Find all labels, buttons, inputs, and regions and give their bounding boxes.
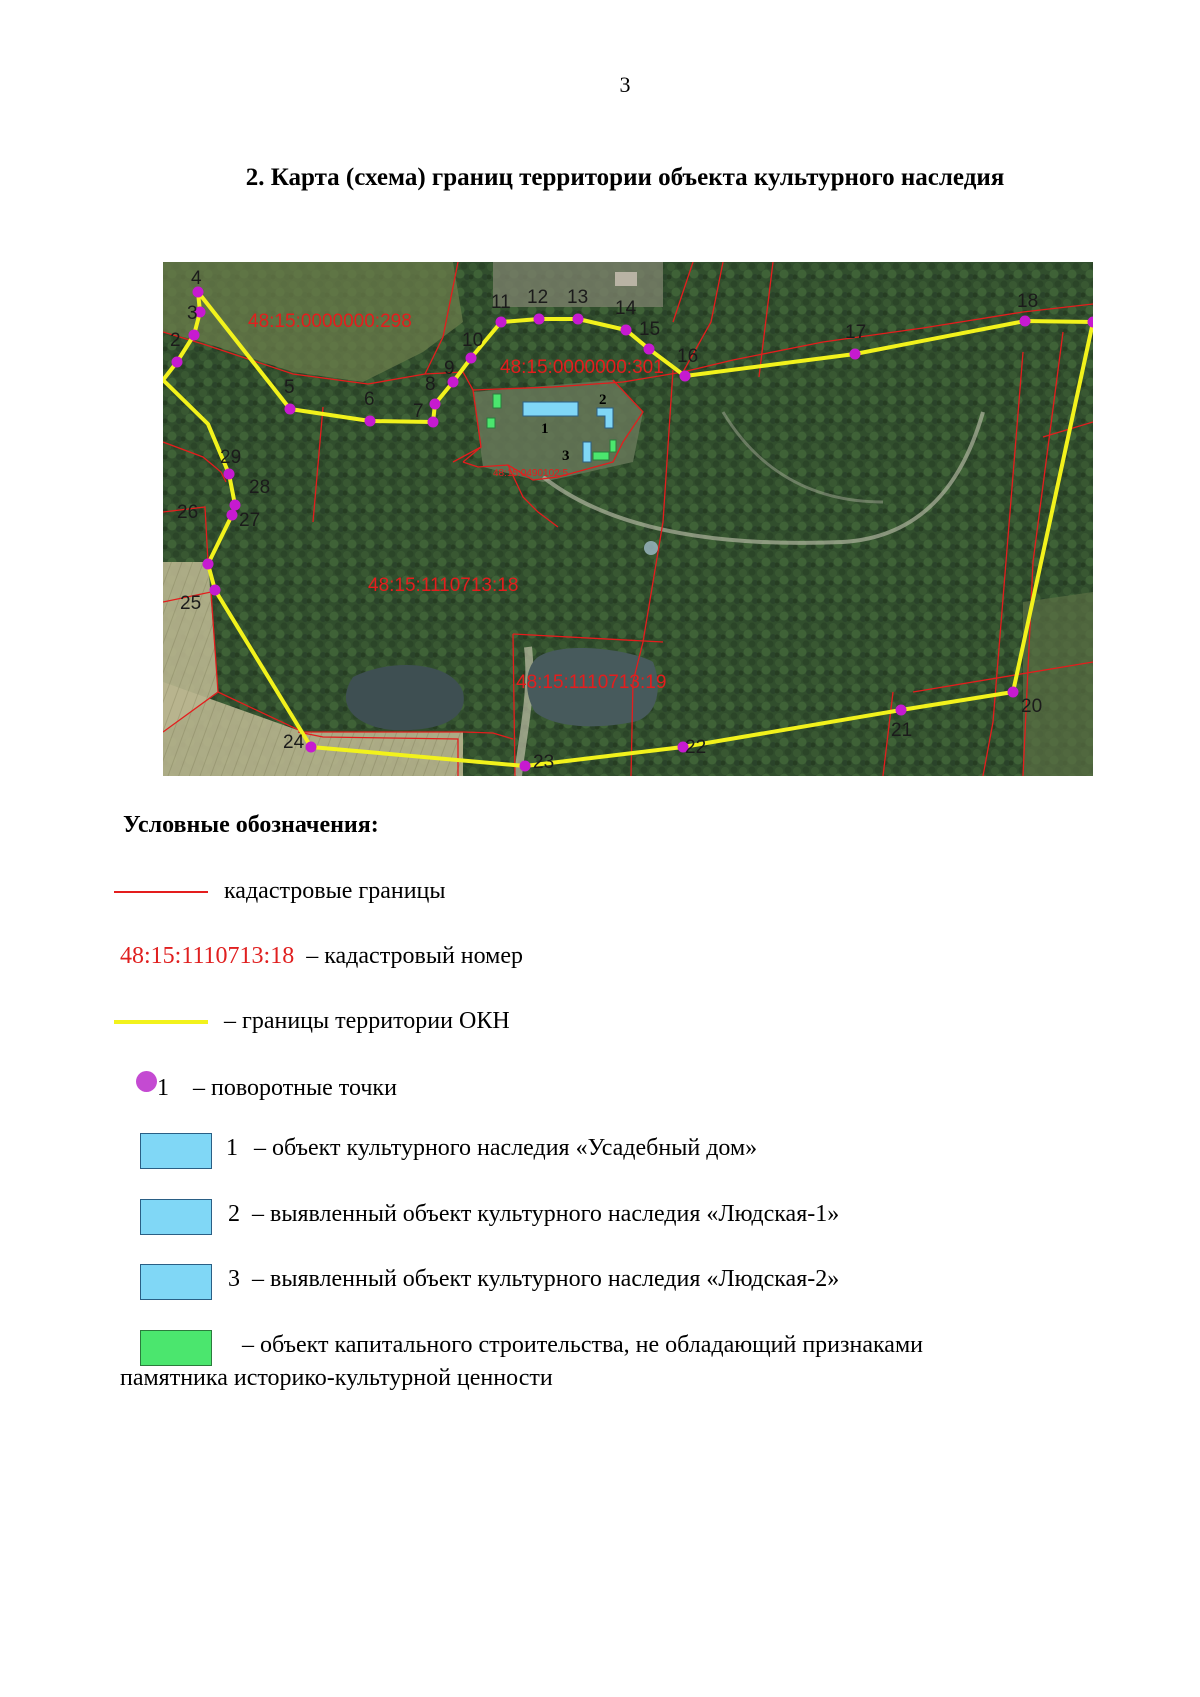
point-label-14: 14 <box>615 298 637 319</box>
building-3-ludskaya-2 <box>583 442 591 462</box>
legend-item-2-number: 2 <box>228 1201 240 1227</box>
boundary-map <box>163 262 1093 776</box>
legend-turning-point-number: 1 <box>157 1075 169 1101</box>
point-label-4: 4 <box>191 268 202 289</box>
village-house <box>615 272 637 286</box>
point-label-9: 9 <box>444 358 455 379</box>
cadastral-number-18: 48:15:1110713:18 <box>368 575 519 596</box>
turning-point-18 <box>1020 316 1031 327</box>
page-number: 3 <box>619 72 631 97</box>
point-label-8: 8 <box>425 374 436 395</box>
cadastral-number-301: 48:15:0000000:301 <box>500 357 664 378</box>
point-label-11: 11 <box>491 292 511 313</box>
turning-point-7 <box>428 417 439 428</box>
building-label-2: 2 <box>599 392 607 408</box>
capital-building <box>610 440 616 452</box>
point-label-29: 29 <box>220 447 242 468</box>
legend-cadastral-borders <box>114 878 446 905</box>
page-title: 2. Карта (схема) границ территории объекта культурного наследия <box>245 164 1005 191</box>
point-label-25: 25 <box>180 593 202 614</box>
point-label-15: 15 <box>639 319 661 340</box>
legend-item-2 <box>228 1201 839 1228</box>
point-label-17: 17 <box>845 322 867 343</box>
blue-swatch-icon <box>140 1199 212 1235</box>
legend-item-1-number: 1 <box>226 1135 238 1161</box>
turning-point-25 <box>210 585 221 596</box>
location-pin-icon <box>644 541 658 555</box>
legend-okn-borders <box>114 1008 510 1035</box>
point-label-23: 23 <box>533 752 555 773</box>
turning-point-17 <box>850 349 861 360</box>
point-label-27: 27 <box>239 510 261 531</box>
point-label-20: 20 <box>1021 696 1043 717</box>
point-label-26: 26 <box>177 502 199 523</box>
turning-point-13 <box>573 314 584 325</box>
building-label-3: 3 <box>562 448 570 464</box>
cadastral-number-5: 48:15:0490102:5 <box>493 468 569 479</box>
point-label-6: 6 <box>364 389 375 410</box>
green-swatch-icon <box>140 1330 212 1366</box>
point-label-12: 12 <box>527 287 549 308</box>
turning-point-26 <box>203 559 214 570</box>
legend-item-2-text: – выявленный объект культурного наследия «Людская-1» <box>252 1201 840 1227</box>
turning-point-24 <box>306 742 317 753</box>
legend-cadastral-borders-text: кадастровые границы <box>224 878 446 904</box>
legend-cadastral-number <box>120 943 523 970</box>
turning-point-5 <box>285 404 296 415</box>
point-label-5: 5 <box>284 377 295 398</box>
legend-item-3 <box>228 1266 839 1293</box>
point-label-3: 3 <box>187 303 198 324</box>
point-label-13: 13 <box>567 287 589 308</box>
turning-point-27 <box>227 510 238 521</box>
blue-swatch-icon <box>140 1264 212 1300</box>
legend-turning-points <box>136 1071 397 1102</box>
capital-building <box>487 418 495 428</box>
point-label-10: 10 <box>462 330 484 351</box>
legend-item-3-text: – выявленный объект культурного наследия «Людская-2» <box>252 1266 840 1292</box>
legend-item-1-text: – объект культурного наследия «Усадебный дом» <box>254 1135 758 1161</box>
point-label-7: 7 <box>413 401 424 422</box>
point-label-24: 24 <box>283 732 305 753</box>
point-label-18: 18 <box>1017 291 1039 312</box>
turning-point-29 <box>224 469 235 480</box>
field-east <box>1023 592 1093 776</box>
turning-point-20 <box>1008 687 1019 698</box>
legend-green-line1: – объект капитального строительства, не обладающий признаками <box>242 1332 923 1358</box>
legend-item-3-number: 3 <box>228 1266 240 1292</box>
capital-building <box>593 452 609 460</box>
point-label-28: 28 <box>249 477 271 498</box>
point-label-22: 22 <box>685 737 707 758</box>
turning-point-16 <box>680 371 691 382</box>
turning-point-8 <box>430 399 441 410</box>
legend-cadastral-example: 48:15:1110713:18 <box>120 943 295 969</box>
turning-point-2 <box>189 330 200 341</box>
turning-point-28 <box>230 500 241 511</box>
turning-point-14 <box>621 325 632 336</box>
legend-title: Условные обозначения: <box>123 812 379 838</box>
red-line-icon <box>114 891 208 893</box>
turning-point-11 <box>496 317 507 328</box>
turning-point-23 <box>520 761 531 772</box>
building-1-manor-house <box>523 402 578 416</box>
blue-swatch-icon <box>140 1133 212 1169</box>
turning-point-21 <box>896 705 907 716</box>
turning-point-12 <box>534 314 545 325</box>
yellow-line-icon <box>114 1020 208 1024</box>
map-svg <box>163 262 1093 776</box>
cadastral-number-19: 48:15:1110713:19 <box>516 672 667 693</box>
turning-point-15 <box>644 344 655 355</box>
legend-item-1 <box>226 1135 757 1162</box>
legend-green-line2: памятника историко-культурной ценности <box>120 1365 553 1391</box>
legend-okn-borders-text: – границы территории ОКН <box>224 1008 510 1034</box>
point-label-2: 2 <box>170 330 181 351</box>
point-label-21: 21 <box>891 720 913 741</box>
turning-point-1 <box>172 357 183 368</box>
turning-point-10 <box>466 353 477 364</box>
turning-point-icon <box>136 1071 157 1092</box>
point-label-16: 16 <box>677 346 699 367</box>
capital-building <box>493 394 501 408</box>
turning-point-6 <box>365 416 376 427</box>
legend-turning-points-text: – поворотные точки <box>193 1075 397 1101</box>
pond-west <box>346 665 464 730</box>
legend-cadastral-number-text: – кадастровый номер <box>306 943 524 969</box>
building-label-1: 1 <box>541 421 549 437</box>
cadastral-number-298: 48:15:0000000:298 <box>248 311 412 332</box>
